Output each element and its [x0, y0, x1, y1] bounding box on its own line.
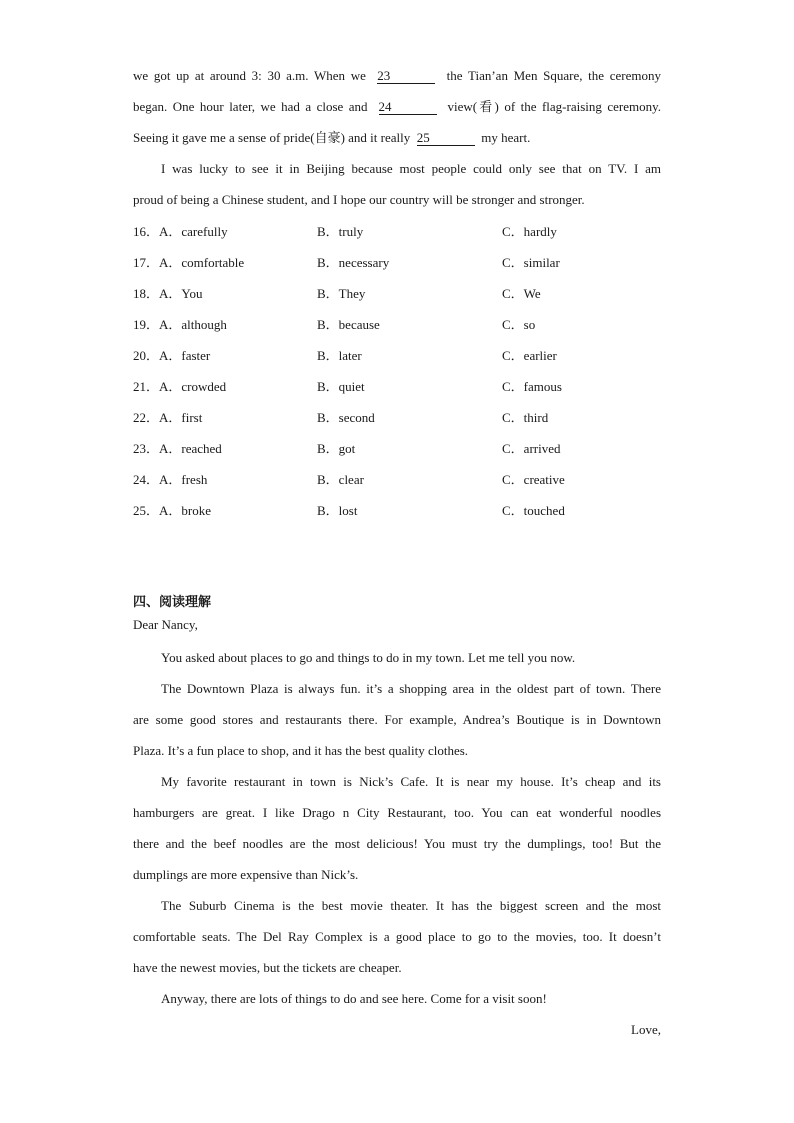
option-row	[133, 464, 661, 495]
option-b: B．lost	[317, 503, 358, 518]
passage-text: my heart.	[481, 130, 531, 145]
options-list	[133, 216, 661, 526]
option-c: C．earlier	[502, 348, 557, 363]
option-c: C．We	[502, 286, 541, 301]
option-b: B．because	[317, 317, 380, 332]
letter-line: The Suburb Cinema is the best movie theater. It has the biggest screen and the most	[161, 898, 661, 913]
option-c: C．similar	[502, 255, 560, 270]
option-b: B．later	[317, 348, 362, 363]
option-c: C．so	[502, 317, 536, 332]
blank-24: 24	[379, 99, 437, 115]
option-a: 24．A．fresh	[133, 472, 208, 487]
passage-line: proud of being a Chinese student, and I hope our country will be stronger and stronger.	[133, 192, 585, 207]
option-row	[133, 433, 661, 464]
option-row	[133, 247, 661, 278]
letter-line: comfortable seats. The Del Ray Complex is a good place to go to the movies, too. It doesn’t	[133, 929, 661, 944]
letter-line: hamburgers are great. I like Drago n City Restaurant, too. You can eat wonderful noodles	[133, 805, 661, 820]
option-a: 18．A．You	[133, 286, 203, 301]
option-a: 20．A．faster	[133, 348, 211, 363]
option-b: B．clear	[317, 472, 364, 487]
option-b: B．necessary	[317, 255, 390, 270]
passage-text: began. One hour later, we had a close and	[133, 99, 368, 114]
option-row	[133, 371, 661, 402]
option-row	[133, 309, 661, 340]
option-c: C．famous	[502, 379, 562, 394]
option-a: 21．A．crowded	[133, 379, 227, 394]
option-b: B．truly	[317, 224, 364, 239]
letter-line: have the newest movies, but the tickets are cheaper.	[133, 960, 402, 975]
letter-line: Anyway, there are lots of things to do and see here. Come for a visit soon!	[161, 991, 547, 1006]
letter-line: are some good stores and restaurants there. For example, Andrea’s Boutique is in Downtown	[133, 712, 661, 727]
passage-text: Seeing it gave me a sense of pride(自豪) and it really	[133, 130, 411, 145]
section-heading: 四、阅读理解	[133, 595, 212, 610]
option-a: 22．A．first	[133, 410, 203, 425]
option-b: B．quiet	[317, 379, 365, 394]
option-a: 25．A．broke	[133, 503, 211, 518]
option-row	[133, 340, 661, 371]
document-page	[133, 60, 661, 1045]
option-row	[133, 495, 661, 526]
passage-line	[133, 91, 661, 122]
option-c: C．third	[502, 410, 549, 425]
option-c: C．arrived	[502, 441, 561, 456]
option-row	[133, 278, 661, 309]
passage-text: we got up at around 3: 30 a.m. When we	[133, 68, 366, 83]
letter-line: My favorite restaurant in town is Nick’s Cafe. It is near my house. It’s cheap and its	[161, 774, 661, 789]
option-b: B．second	[317, 410, 375, 425]
letter-signoff: Love,	[631, 1022, 661, 1037]
option-c: C．hardly	[502, 224, 557, 239]
passage-line	[133, 122, 661, 153]
option-b: B．got	[317, 441, 356, 456]
option-a: 16．A．carefully	[133, 224, 228, 239]
letter-greeting: Dear Nancy,	[133, 617, 198, 632]
option-c: C．touched	[502, 503, 565, 518]
passage-line: I was lucky to see it in Beijing because most people could only see that on TV. I am	[161, 161, 661, 176]
passage-text: view(看) of the flag-raising ceremony.	[447, 99, 662, 114]
option-a: 23．A．reached	[133, 441, 222, 456]
option-row	[133, 216, 661, 247]
blank-25: 25	[417, 130, 475, 146]
option-a: 19．A．although	[133, 317, 227, 332]
letter-line: You asked about places to go and things to do in my town. Let me tell you now.	[161, 650, 576, 665]
letter-line: The Downtown Plaza is always fun. it’s a shopping area in the oldest part of town. There	[161, 681, 661, 696]
passage-line	[133, 60, 661, 91]
option-a: 17．A．comfortable	[133, 255, 245, 270]
option-b: B．They	[317, 286, 366, 301]
blank-23: 23	[377, 68, 435, 84]
option-row	[133, 402, 661, 433]
letter-line: dumplings are more expensive than Nick’s.	[133, 867, 359, 882]
letter-line: Plaza. It’s a fun place to shop, and it has the best quality clothes.	[133, 743, 469, 758]
letter-line: there and the beef noodles are the most delicious! You must try the dumplings, too! But the	[133, 836, 661, 851]
option-c: C．creative	[502, 472, 565, 487]
passage-text: the Tian’an Men Square, the ceremony	[446, 68, 661, 83]
